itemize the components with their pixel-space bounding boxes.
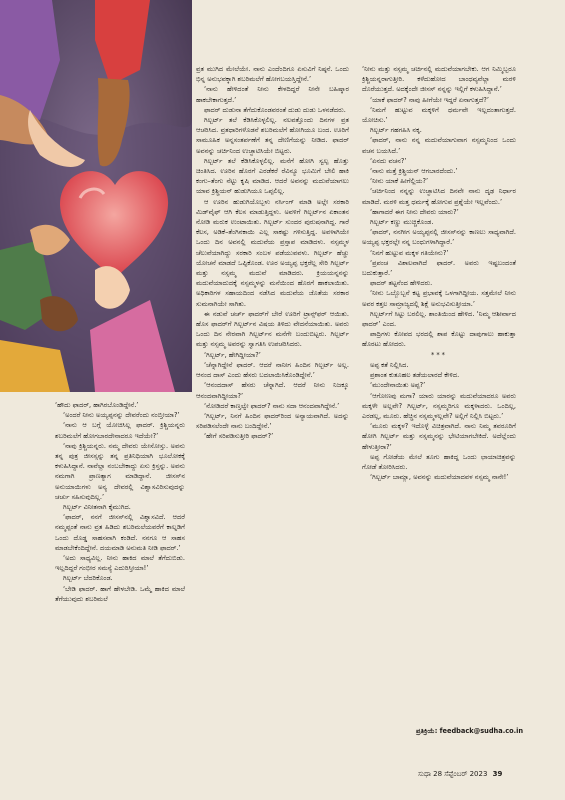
paragraph: ‘ನಾನು ಹೇಳಿದಂತೆ ನೀನು ಕೇಳದಿದ್ದರೆ ನೀನೇ ಬಹಿಷ್ಕಾರ ಹಾಕಬೇಕಾಗುತ್ತದೆ.’ <box>196 85 349 104</box>
paragraph: ‘ನೀನು ಯಾಕೆ ಹೀಗೆಲ್ಲಿಯ?’ <box>370 177 429 186</box>
paragraph: ‘ಮುಂದೇನಾಯಿತು ಅಪ್ಪ?’ <box>370 381 426 390</box>
paragraph: ‘ಚೆನ್ನಾಗಿದ್ದೇನೆ ಫಾದರ್. ಆದರೆ ನಾನೀಗ ಹಿಂದಿನ ಗಿಲ್ಬರ್ಟ್ ಅಲ್ಲ. ಆನಂದ ದಾಸ್ ಎಂದು ಹೆಸರು ಬದಲಾಯಿಸಿಕೊಂಡಿದ್ದೇನೆ.’ <box>196 360 349 380</box>
paragraph: ‘ಪ್ರಪಂಚ ವಿಶಾಲವಾಗಿದೆ ಫಾದರ್. ಅವರು ಇಷ್ಟಬಂದಂತೆ ಬದುಕುತ್ತಾರೆ.’ <box>362 258 516 278</box>
paragraph: ‘ಗಿಲ್ಬರ್ಟ್, ಹೇಗಿದ್ದೀಯಾ?’ <box>204 350 261 359</box>
page-footer <box>418 770 502 779</box>
paragraph: ಆ ಊರಿನ ಹುಡುಗಿಯೊಬ್ಬಳು ನರ್ಸಿಂಗ್ ಮಾಡಿ ಅಲ್ಲೇ ಸರಕಾರಿ ಮಿಡ್‌ವೈಫ್ ಆಗಿ ಕೆಲಸ ಮಾಡುತ್ತಿದ್ದಳು. ಅವಳಿಗೆ ಗಿಲ್ಬರ್ಟ್‌ನ ಏಕಾಂತನ ನೋಡಿ ಮರುಕ ಉಂಟಾಯಿತು. ಗಿಲ್ಬರ್ಟ್ ಸುಂದರ ಪುರುಷನಾಗಿದ್ದ. ಗಾರೆ ಕೆಲಸ, ಅಡಿಕೆ–ತೆಂಗಿನಕಾಯಿ ಎಲ್ಲ ಸಾಕಷ್ಟು ಗಳಿಸುತ್ತಿದ್ದ. ಅವಳಾಗಿಯೇ ಒಂದು ದಿನ ಅವನಲ್ಲಿ ಮದುವೆಯ ಪ್ರಸ್ತಾಪ ಮಾಡಿದಳು. ನಸ್ಸಮ್ಮಳ ಚೆಲುವೆಯಾಗಿದ್ದು ಸರಕಾರಿ ಸಂಬಳ ಪಡೆಯುವವಳು. ಗಿಲ್ಬರ್ಟ್ ಹೆಚ್ಚು ಯೋಚನೆ ಮಾಡದೆ ಒಪ್ಪಿಕೊಂಡ. ಊರ ಅಯ್ಯಪ್ಪ ಭಕ್ತರೆಲ್ಲ ಸೇರಿ ಗಿಲ್ಬರ್ಟ್ ಮತ್ತು ನಸ್ಸಮ್ಮ ಮದುವೆ ಮಾಡಿದರು. ಕ್ರಿಯಯನ್ನನನ್ನು ಮದುವೆಯಾದುದಕ್ಕೆ ನಸ್ಸಮ್ಮಳನ್ನು ಮನೆಯಿಂದ ಹೊರಗೆ ಹಾಕಲಾಯಿತು. ಅಧಿಕಾರಿಗಳ ಸಹಾಯದಿಂದ ನಡೆಸಿದ ಮದುವೆಯ ಜೊತೆಯ ಸರಕಾರ ಸುಮನಾಗಿಯೇ ಸಾಗಿತು. <box>196 197 349 308</box>
article-column-2 <box>196 64 349 756</box>
paragraph: ‘ನೋಡಿದರೆ ಕಾಣ್ತಲ್ವೇ ಫಾದರ್? ನಾನು ಸದಾ ಆನಂದವಾಗಿದ್ದೇನೆ.’ <box>204 401 340 410</box>
paragraph: ಫಾದರ್ ತಟ್ಟನೆಂದ ಹೇಳಿದರು. <box>370 279 433 288</box>
paragraph: ಗಿಲ್ಬರ್ಟ್ ಕಣ್ಣು ಮುಚ್ಚಿಕೊಂಡ. <box>370 218 434 227</box>
paragraph: ‘ಅದು ಸಾಧ್ಯವಿಲ್ಲ. ನೀನು ಹಾಕಿದ ಮಾಲೆ ತೆಗೆದುಬಿಡು. ಇಲ್ಲದಿದ್ದರೆ ಗಂಭೀರ ಸಮಸ್ಯೆ ಎದುರಿಸ್ತೀಯಾ!’ <box>55 554 185 573</box>
paragraph: ‘ಯಾಕೆ ಫಾದರ್? ನಾವು ಹೀಗೆಯೇ ಇದ್ದರೆ ಏನಾಗುತ್ತದೆ?’ <box>370 95 489 104</box>
paragraph: ‘ಮೂರು ಮಕ್ಕಳ? ಇದೊಳ್ಳೆ ವಿಚಿತ್ರವಾಗಿದೆ. ನಾನು ನಿಮ್ಮ ತವರೂರಿಗೆ ಹೋಗಿ ಗಿಲ್ಬರ್ಟ್ ಮತ್ತು ನಸ್ಸಮ್ಮನನ್ನು ಭೇಟಿಯಾಗಬೇಕಿದೆ. ಅದೆಲ್ಲೆಂದು ಹೇಳುತ್ತೀರಾ?’ <box>362 422 516 451</box>
paragraph: *** <box>431 350 447 359</box>
paragraph: ‘ಗಿಲ್ಬರ್ಟ್ ಬಾಮ್ಲಾ, ಅವನನ್ನು ಮದುವೆಯಾದವಳ ನಸ್ಸಮ್ಮ ನಾನೇ!’ <box>370 473 509 482</box>
paragraph: ಗಿಲ್ಬರ್ಟ್ ಗಹಗಹಿಸಿ ನಕ್ಕ. <box>370 126 422 135</box>
paragraph: ‘ಫಾದರ್, ನನಗೆ ಜೀಸಸ್‌ನಲ್ಲಿ ವಿಶ್ವಾಸವಿದೆ. ಆದರೆ ನಮ್ಮಪ್ಪಂತೆ ನಾನು ವ್ರತ ಹಿಡಿದು ಶಬರಿಮಲೆಯವರೆಗೆ ಕಾಲ್ನಡಿಗೆ ಒಂದು ದೊಡ್ಡ ಸಾಹಸವಾಗಿ ಕಂಡಿದೆ. ನನಗೂ ಆ ಸಾಹಸ ಮಾಡಬೇಕೆಂದಿದ್ದೇನೆ. ದಯಮಾಡಿ ಅನುಮತಿ ನೀಡಿ ಫಾದರ್.’ <box>55 513 185 552</box>
footer-issue-date: ಸುಧಾ 28 ಸೆಪ್ಟೆಂಬರ್ 2023 <box>418 770 488 778</box>
paragraph: ‘ನಾವು ಕ್ರಿಶ್ಚಿಯನ್ನರು. ನಮ್ಮ ದೇವರು ಯೇಸೋಸ್ತು. ಅವನು ತನ್ನ ಪುತ್ರ ಜೀಸಸ್ಸನ್ನು ತನ್ನ ಪ್ರತಿನಿಧಿಯಾಗಿ ಭೂಲೋಕಕ್ಕೆ ಕಳುಹಿಸಿದ್ದಾನೆ. ನಾವೆಲ್ಲಾ ನಂಬಬೇಕಾದ್ದು ಏಸು ಕ್ರಿಸ್ತನ್ನು. ಅವನು ನಮಗಾಗಿ ಪ್ರಾಣತ್ಯಾಗ ಮಾಡಿದ್ದಾನೆ. ಜೀಸಸ್‌ನ ಅನುಯಾಯಿಗಳು ಅನ್ಯ ದೇವರಲ್ಲಿ ವಿಶ್ವಾಸವಿರಿಸುವುದನ್ನು ಚರ್ಚು ಸಹಿಸುವುದಿಲ್ಲ.’ <box>55 441 185 501</box>
paragraph: ಗಿಲ್ಬರ್ಟ್‌ಗೆ ಸಿಟ್ಟು ಬರಲಿಲ್ಲ. ಶಾಂತಿಯಿಂದ ಹೇಳಿದ. ‘ನಿಮ್ಮ ಆಶೀರ್ವಾದ ಫಾದರ್’ ಎಂದ. <box>362 309 516 329</box>
paragraph: ‘ಚರ್ಚಿನಿಂದ ನನ್ನನ್ನು ಉಚ್ಛಾಟಿಸಿದ ದಿನವೇ ನಾನು ದೃಢ ನಿರ್ಧಾರ ಮಾಡಿದೆ. ಮರಳಿ ಮತ್ತ ಧರ್ಮಕ್ಕೆ ಹೋಗುವ ಪ್ರಶ್ನೆಯೇ ಇಲ್ಲವೆಂದು.’ <box>362 187 516 206</box>
paragraph: ‘ಫಾದರ್, ನನಗೀಗ ಅಯ್ಯಪ್ಪನಲ್ಲಿ ಜೀಸಸ್‌ನನ್ನು ಕಾಣಲು ಸಾಧ್ಯವಾಗಿದೆ. ಅಯ್ಯಪ್ಪ ಭಕ್ತರಲ್ಲೇ ನನ್ನ ಬಂಧುಗಳಾಗಿದ್ದಾರೆ.’ <box>362 228 516 247</box>
paragraph: ‘ಹೇಗೆ ಸರಿಪಡಿಸುತ್ತೀರಿ ಫಾದರ್?’ <box>204 432 274 441</box>
paragraph: ಗಿಲ್ಬರ್ಟ್ ತಲೆ ಕೆಡಿಸಿಕೊಳ್ಳಲಿಲ್ಲ. ನಲವತ್ತೊಂದು ದಿನಗಳ ವ್ರತ ಆಚರಿಸಿದ. ವ್ರತಧಾರಿಗಳೊಡನೆ ಶಬರಿಮಲೆಗೆ ಹೋಗಿಯೂ ಬಂದ. ಊರಿಗೆ ಸಾಮೂಹಿಕ ಅನ್ನಸಂತರ್ಪಣೆಗೆ ತನ್ನ ದೇಣಿಗೆಯನ್ನು ನೀಡಿದ. ಫಾದರ್ ಅವನನ್ನು ಚರ್ಚಿನಿಂದ ಉಚ್ಛಾಟಿಸಿಯೇ ಬಿಟ್ಟರು. <box>196 116 349 155</box>
article-illustration <box>0 0 192 392</box>
paragraph: ‘ಹಾಗಾದರೆ ಈಗ ನೀನು ದೇವರು ಯಾರು?’ <box>370 207 459 216</box>
article-column-1 <box>55 400 185 738</box>
paragraph: ಗಿಲ್ಬರ್ಟ್ ವಿನೀತನಾಗಿ ಕೈಮುಗಿದ. <box>63 503 131 512</box>
paragraph: ಫಾದರ್ ದುಡುನಾ ತೆಗೆದುಕೊಂಡವರಂತೆ ದುಡು ದುಡು ಒಳನಡೆದರು. <box>204 105 346 114</box>
paragraph: ಪ್ರಶಾಂತ ಕುತೂಹಲ ತಡೆಯಲಾರದೆ ಕೇಳಿದ. <box>370 371 460 380</box>
article-column-3 <box>362 64 516 724</box>
paragraph: ಪಾದ್ರಿಗಳು ಕೋಪದ ಭರದಲ್ಲಿ ಶಾಪ ಕೊಟ್ಟು ದಾಪುಗಾಲು ಹಾಕುತ್ತಾ ಹೊರಟು ಹೋದರು. <box>362 330 516 349</box>
paragraph: ಅಪ್ಪ ಕತೆ ನಿಲ್ಲಿಸಿದ. <box>370 360 409 369</box>
paragraph: ‘ಬೇಡಿ ಫಾದರ್. ಹಾಗೆ ಹೇಳಬೇಡಿ. ಒಮ್ಮೆ ಹಾಕಿದ ಮಾಲೆ ತೆಗೆಯುವುದು ಶಬರಿಮಲೆ <box>55 584 185 603</box>
paragraph: ಅಪ್ಪ ಗೋಡೆಯ ಮೇಲೆ ತೂಗು ಹಾಕಿದ್ದ ಒಂದು ಛಾಯಾಚಿತ್ರವನ್ನು ಗೋಡೆ ತೋರಿಸಿದರು. <box>362 452 516 471</box>
paragraph: ವ್ರತ ಮುಗಿದ ಮೇಲೆಯೇ. ನಾನು ಎಂದೆಂದಿಗೂ ಏಸುವಿಗೆ ನಿಷ್ಠನೆ. ಒಂದು ಭಿನ್ನ ಅನುಭವಕ್ಕಾಗಿ ಶಬರಿಮಲೆಗೆ ಹೋಗಬಯಸ್ತಿದ್ದೇನೆ.’ <box>196 65 349 84</box>
paragraph: ‘ಏನದು ವಚನ?’ <box>370 156 407 165</box>
hands-heart-icon <box>0 0 192 392</box>
paragraph: ‘ನೀನು ಮತ್ತು ನಸ್ಸಮ್ಮ ಚರ್ಚಿನಲ್ಲಿ ಮದುವೆಯಾಗಬೇಕು. ಆಗ ನಿಮ್ಮಿಬ್ಬರೂ ಕ್ರಿಶ್ಚಿಯನ್ನರಾಗುತ್ತೀರಿ. ಕಳೆದುಹೋದ ಬಾಂಧವ್ಯವೆಲ್ಲಾ ಮರಳಿ ದೊರೆಯುತ್ತದೆ. ಅದಕ್ಕೆಂದೇ ಜೀಸಸ್ ನನ್ನನ್ನು ಇಲ್ಲಿಗೆ ಕಳುಹಿಸಿದ್ದಾನೆ.’ <box>362 65 516 94</box>
paragraph: ಗಿಲ್ಬರ್ಟ್ ಬೆದರಿಕೊಂಡ. <box>63 574 113 583</box>
paragraph: ಗಿಲ್ಬರ್ಟ್ ತಲೆ ಕೆಡಿಸಿಕೊಳ್ಳಲಿಲ್ಲ. ಮನೆಗೆ ಹೋಗಿ ಸ್ವಲ್ಪ ಹೊತ್ತು ಚಿಂತಿಸಿದ. ಊರಿನ ಹೊರಗೆ ಎರಡೆಕರೆ ರೆವಿನ್ಯೂ ಭೂಮಿಗೆ ಬೇಲಿ ಹಾಕಿ ಕಂಗು–ತೆಂಗು ನೆಟ್ಟು ಕೃಷಿ ಮಾಡಿದ. ಆದರೆ ಅವನನ್ನು ಮದುವೆಯಾಗಲು ಯಾವ ಕ್ರಿಶ್ಚಿಯನ್ ಹುಡುಗಿಯೂ ಒಪ್ಪಲಿಲ್ಲ. <box>196 156 349 196</box>
paragraph: ‘ನಿಮಗೆ ಹುಟ್ಟುವ ಮಕ್ಕಳಿಗೆ ಧರ್ಮವೇ ಇಲ್ಲದಂತಾಗುತ್ತದೆ. ಯೋಚಿಸು.’ <box>362 105 516 125</box>
paragraph: ‘ಫಾದರ್, ನಾನು ನನ್ನ ಮದುವೆಯಾಗುವಾಗ ನಸ್ಸಮ್ಮನಿಂದ ಒಂದು ವಚನ ಬಯಸಿದೆ.’ <box>362 136 516 155</box>
paragraph: ‘ನೀನು ಒಬ್ಬೊಬ್ಬನೆ ಕಟ್ಟ ಪ್ರಭಾವಕ್ಕೆ ಒಳಗಾಗಿದ್ದೀಯ. ಸತ್ತಮೇಲೆ ನೀನು ಅವರ ಕತ್ತಲ ಸಾಮ್ರಾಜ್ಯದಲ್ಲಿ ಶಿಕ್ಷೆ ಅನುಭವಿಸುತ್ತೀಯಾ.’ <box>362 289 516 308</box>
paragraph: ‘ಆಗೋಣವು ಮಗಾ? ಯಾರು ಯಾರನ್ನು ಮದುವೆಯಾದರೂ ಅವರು ಮಕ್ಕಳೇ ಅಲ್ಲವೇ? ಗಿಲ್ಬರ್ಟ್, ನಸ್ಸಮ್ಮರಿಗೂ ಮಕ್ಕಳಾದರು. ಒಂದಿಲ್ಲ, ಎರಡಲ್ಲ, ಮೂರು. ಹೆಚ್ಚಿನ ನಸ್ಸಮ್ಮಳಲ್ಲವೇ? ಅಲ್ಲಿಗೆ ನಿಲ್ಲಿಸಿ ಬಿಟ್ಟರು.’ <box>362 391 516 420</box>
paragraph: ‘ಹೌದು ಫಾದರ್, ಹಾಗಿರಬೊಂಡಿದ್ದೇನೆ.’ <box>55 401 139 409</box>
paragraph: ಈ ನಡುವೆ ಚರ್ಚ್‌ ಫಾದರ್‌ಗೆ ಬೇರೆ ಊರಿಗೆ ಟ್ರಾನ್ಸ್‌ಫರ್ ಆಯಿತು. ಹೊಸ ಫಾದರ್‌ಗೆ ಗಿಲ್ಬರ್ಟ್‌ನ ವಿಷಯ ತಿಳಿದು ವೇದನೆಯಾಯಿತು. ಅವರು ಒಂದು ದಿನ ನೇರವಾಗಿ ಗಿಲ್ಬರ್ಟ್‌ನ ಮನೆಗೇ ಬಂದುಬಿಟ್ಟರು. ಗಿಲ್ಬರ್ಟ್ ಮತ್ತು ನಸ್ಸಮ್ಮ ಅವರನ್ನು ಸ್ವಾಗತಿಸಿ ಉಪಚರಿಸಿದರು. <box>196 309 349 349</box>
paragraph: ‘ಗಿಲ್ಬರ್ಟ್, ನಿನಗೆ ಹಿಂದಿನ ಫಾದರ್‌ರಿಂದ ಅನ್ಯಾಯವಾಗಿದೆ. ಅದನ್ನು ಸರಿಪಡಿಸಲೆಂದೇ ನಾನು ಬಂದಿದ್ದೇನೆ.’ <box>196 411 349 431</box>
paragraph: ‘ಆನಂದದಾಸ್ ಹೆಸರು ಚೆನ್ನಾಗಿದೆ. ಆದರೆ ನೀನು ನಿಜಕ್ಕೂ ಆನಂದವಾಗಿದ್ದೀಯಾ?’ <box>196 381 349 400</box>
paragraph: ‘ಅಂದರೆ ನೀನು ಅಯ್ಯಪ್ಪನನ್ನು ದೇವರೆಂದು ನಂಬ್ತೀಯಾ?’ <box>63 411 180 420</box>
feedback-email: ಪ್ರತಿಕ್ರಿಯೆ: feedback@sudha.co.in <box>416 727 524 735</box>
page-number: 39 <box>492 770 503 778</box>
paragraph: ‘ನಾನು ಆ ಬಗ್ಗೆ ಯೋಚಿಸಿಲ್ಲ ಫಾದರ್. ಕ್ರಿಶ್ಚಿಯನ್ನರು ಶಬರಿಮಲೆಗೆ ಹೋಗಬಾರದೇನಾದರೂ ಇದೆಯೇ?’ <box>55 421 185 440</box>
paragraph: ‘ನಾನು ಮತ್ತೆ ಕ್ರಿಶ್ಚಿಯನ್ ಆಗಬಾರದೆಂದು.’ <box>370 167 458 176</box>
paragraph: ‘ನಿನಗೆ ಹುಟ್ಟುವ ಮಕ್ಕಳ ಗತಿಯೇನು?’ <box>370 248 449 257</box>
